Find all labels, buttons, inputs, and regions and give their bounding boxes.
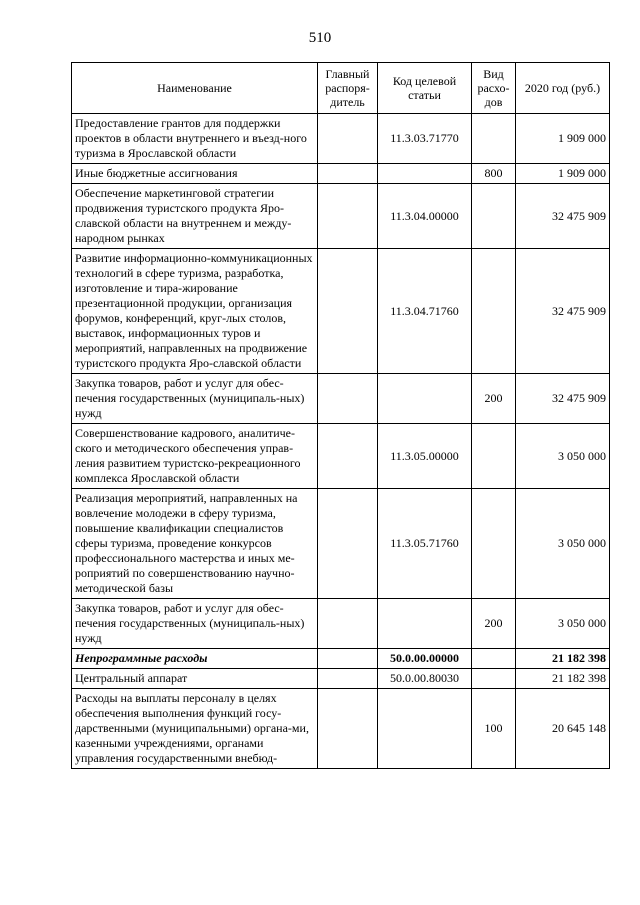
cell-manager: [318, 374, 378, 424]
cell-kind: [472, 249, 516, 374]
budget-table: [71, 62, 610, 769]
cell-manager: [318, 114, 378, 164]
cell-name: Закупка товаров, работ и услуг для обес-печения государственных (муниципаль-ных) нужд: [72, 374, 318, 424]
table-row: [72, 184, 610, 249]
cell-kind: [472, 424, 516, 489]
cell-kind: [472, 649, 516, 669]
cell-manager: [318, 184, 378, 249]
table-header-row: [72, 63, 610, 114]
cell-code: 50.0.00.00000: [378, 649, 472, 669]
cell-manager: [318, 164, 378, 184]
cell-name: Расходы на выплаты персоналу в целях обеспечения выполнения функций госу-дарственными (муниципальными) органа-ми, казенными учреждениями, органами управления государственными внебюд-: [72, 689, 318, 769]
cell-code: 11.3.03.71770: [378, 114, 472, 164]
cell-manager: [318, 249, 378, 374]
cell-name: Развитие информационно-коммуникационных технологий в сфере туризма, разработка, изготовление и тира-жирование презентационной продукции, организация форумов, конференций, круг-лых столов, выставок, информационных туров и мероприятий, направленных на продвижение туристского продукта Яро-славской области: [72, 249, 318, 374]
table-row: [72, 669, 610, 689]
cell-kind: 100: [472, 689, 516, 769]
header-kind: Вид расхо-дов: [472, 63, 516, 114]
header-amount: 2020 год (руб.): [516, 63, 610, 114]
cell-manager: [318, 649, 378, 669]
cell-kind: 200: [472, 599, 516, 649]
cell-code: 11.3.04.00000: [378, 184, 472, 249]
cell-amount: 32 475 909: [516, 184, 610, 249]
cell-kind: [472, 184, 516, 249]
cell-amount: 20 645 148: [516, 689, 610, 769]
cell-name: Обеспечение маркетинговой стратегии продвижения туристского продукта Яро-славской области на внутреннем и между-народном рынках: [72, 184, 318, 249]
cell-amount: 1 909 000: [516, 164, 610, 184]
table-row: [72, 649, 610, 669]
cell-kind: [472, 489, 516, 599]
cell-amount: 3 050 000: [516, 599, 610, 649]
header-manager: Главный распоря-дитель: [318, 63, 378, 114]
cell-amount: 21 182 398: [516, 649, 610, 669]
header-code: Код целевой статьи: [378, 63, 472, 114]
cell-name: Центральный аппарат: [72, 669, 318, 689]
cell-name: Закупка товаров, работ и услуг для обес-печения государственных (муниципаль-ных) нужд: [72, 599, 318, 649]
cell-amount: 32 475 909: [516, 249, 610, 374]
cell-name: Реализация мероприятий, направленных на вовлечение молодежи в сферу туризма, повышение квалификации специалистов сферы туризма, проведение конкурсов профессионального мастерства и иных ме-роприятий по совершенствованию научно-методической базы: [72, 489, 318, 599]
cell-amount: 3 050 000: [516, 424, 610, 489]
cell-code: 50.0.00.80030: [378, 669, 472, 689]
cell-name: Совершенствование кадрового, аналитиче-ского и методического обеспечения управ-ления развитием туристско-рекреационного комплекса Ярославской области: [72, 424, 318, 489]
cell-amount: 21 182 398: [516, 669, 610, 689]
table-row: [72, 489, 610, 599]
table-row: [72, 374, 610, 424]
table-body: [72, 114, 610, 769]
cell-name: Предоставление грантов для поддержки проектов в области внутреннего и въезд-ного туризма в Ярославской области: [72, 114, 318, 164]
cell-code: [378, 599, 472, 649]
cell-name: Иные бюджетные ассигнования: [72, 164, 318, 184]
cell-kind: 800: [472, 164, 516, 184]
cell-code: [378, 689, 472, 769]
cell-manager: [318, 599, 378, 649]
cell-kind: [472, 114, 516, 164]
cell-manager: [318, 489, 378, 599]
table-row: [72, 689, 610, 769]
cell-amount: 1 909 000: [516, 114, 610, 164]
table-row: [72, 599, 610, 649]
cell-manager: [318, 424, 378, 489]
cell-amount: 32 475 909: [516, 374, 610, 424]
cell-code: 11.3.05.00000: [378, 424, 472, 489]
cell-code: [378, 374, 472, 424]
page-number: 510: [308, 30, 332, 46]
cell-name: Непрограммные расходы: [72, 649, 318, 669]
cell-manager: [318, 669, 378, 689]
table-row: [72, 114, 610, 164]
table-row: [72, 249, 610, 374]
cell-kind: [472, 669, 516, 689]
cell-amount: 3 050 000: [516, 489, 610, 599]
table-row: [72, 424, 610, 489]
cell-code: [378, 164, 472, 184]
cell-code: 11.3.05.71760: [378, 489, 472, 599]
cell-code: 11.3.04.71760: [378, 249, 472, 374]
table-row: [72, 164, 610, 184]
cell-manager: [318, 689, 378, 769]
header-name: Наименование: [72, 63, 318, 114]
cell-kind: 200: [472, 374, 516, 424]
